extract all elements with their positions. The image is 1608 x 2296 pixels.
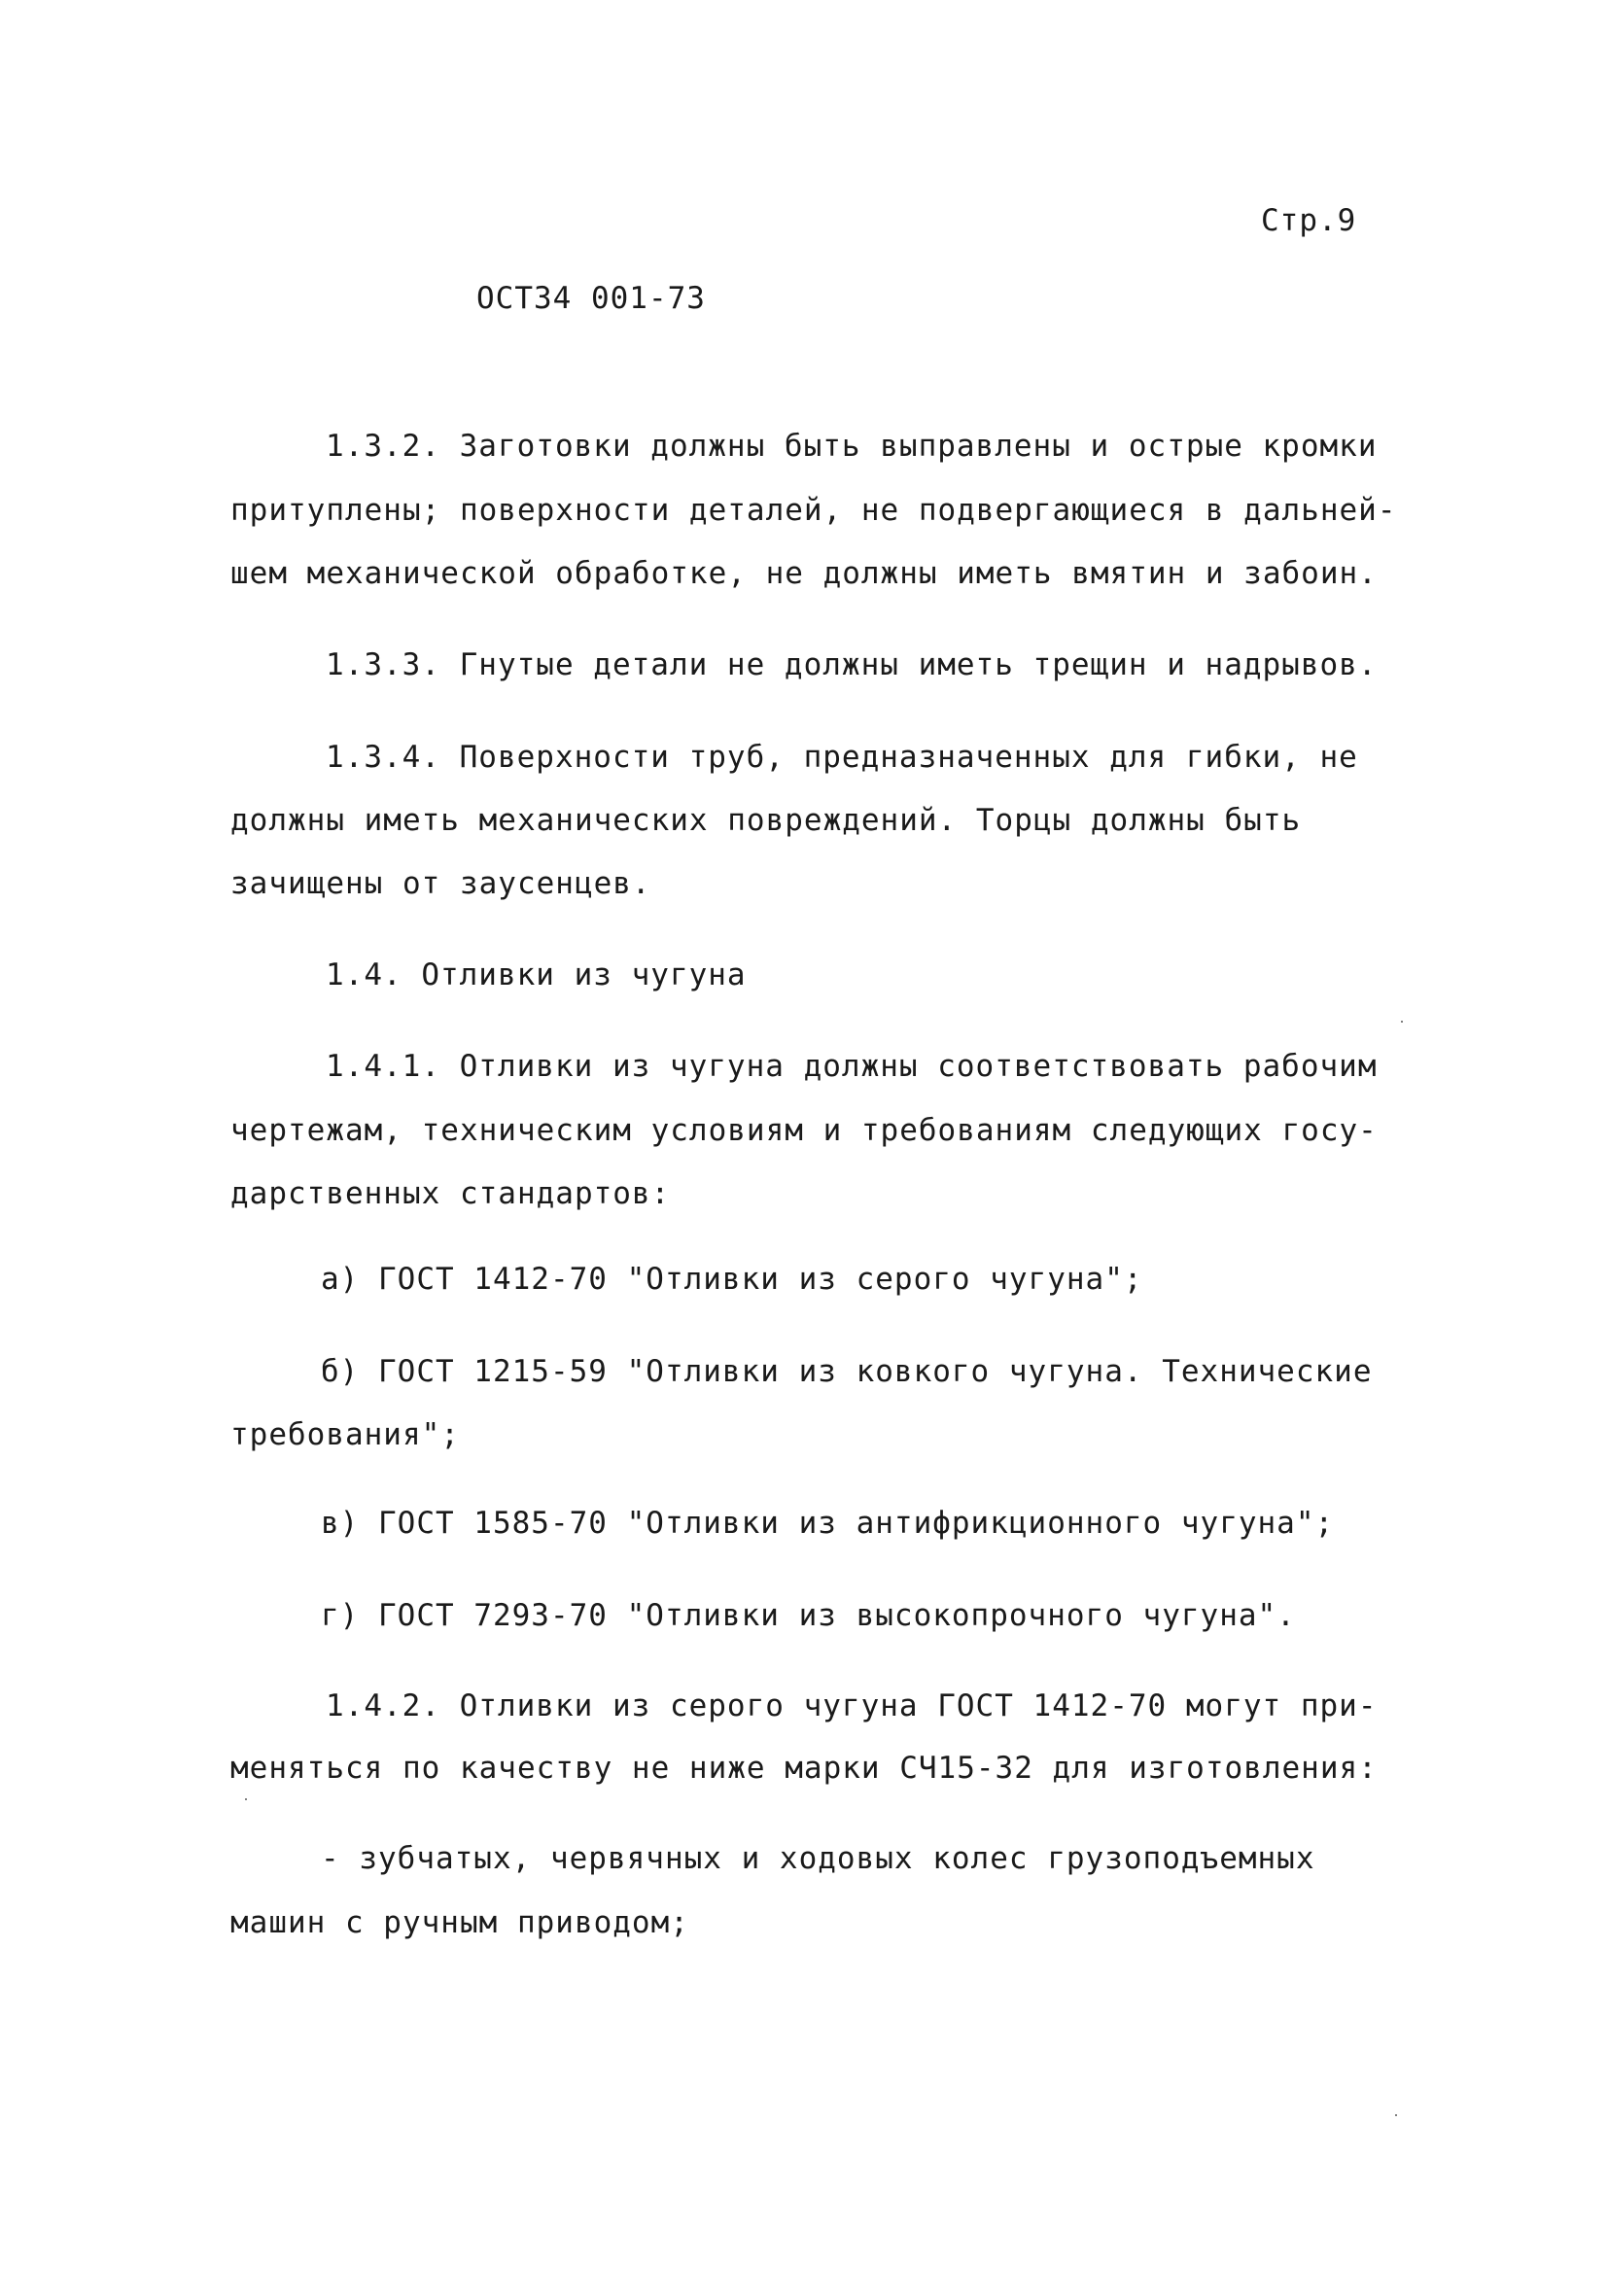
- text-line: 1.3.4. Поверхности труб, предназначенных для гибки, не: [326, 740, 1358, 775]
- text-line: машин с ручным приводом;: [230, 1905, 689, 1940]
- text-line: чертежам, техническим условиям и требованиям следующих госу-: [230, 1113, 1378, 1148]
- text-line: должны иметь механических повреждений. Торцы должны быть: [230, 803, 1302, 838]
- text-line: 1.3.3. Гнутые детали не должны иметь трещин и надрывов.: [326, 647, 1378, 682]
- text-line: 1.3.2. Заготовки должны быть выправлены и острые кромки: [326, 429, 1378, 464]
- list-item: - зубчатых, червячных и ходовых колес грузоподъемных: [321, 1841, 1315, 1876]
- section-heading: 1.4. Отливки из чугуна: [326, 957, 747, 992]
- text-line: шем механической обработке, не должны иметь вмятин и забоин.: [230, 556, 1378, 591]
- text-line: 1.4.1. Отливки из чугуна должны соответствовать рабочим: [326, 1049, 1378, 1084]
- list-item: г) ГОСТ 7293-70 "Отливки из высокопрочного чугуна".: [321, 1598, 1296, 1633]
- scan-speck: [245, 1798, 247, 1800]
- text-line: требования";: [230, 1417, 460, 1452]
- text-line: дарственных стандартов:: [230, 1176, 671, 1211]
- text-line: меняться по качеству не ниже марки СЧ15-32 для изготовления:: [230, 1751, 1378, 1786]
- scan-speck: [1395, 2114, 1397, 2116]
- list-item: в) ГОСТ 1585-70 "Отливки из антифрикционного чугуна";: [321, 1506, 1335, 1541]
- document-code: ОСТ34 001-73: [476, 281, 706, 316]
- scan-speck: [1401, 1021, 1403, 1023]
- page-number: Стр.9: [1261, 203, 1357, 238]
- list-item: б) ГОСТ 1215-59 "Отливки из ковкого чугуна. Технические: [321, 1354, 1373, 1389]
- list-item: а) ГОСТ 1412-70 "Отливки из серого чугуна";: [321, 1262, 1143, 1297]
- text-line: притуплены; поверхности деталей, не подвергающиеся в дальней-: [230, 493, 1397, 528]
- text-line: зачищены от заусенцев.: [230, 866, 651, 901]
- text-line: 1.4.2. Отливки из серого чугуна ГОСТ 1412-70 могут при-: [326, 1688, 1378, 1723]
